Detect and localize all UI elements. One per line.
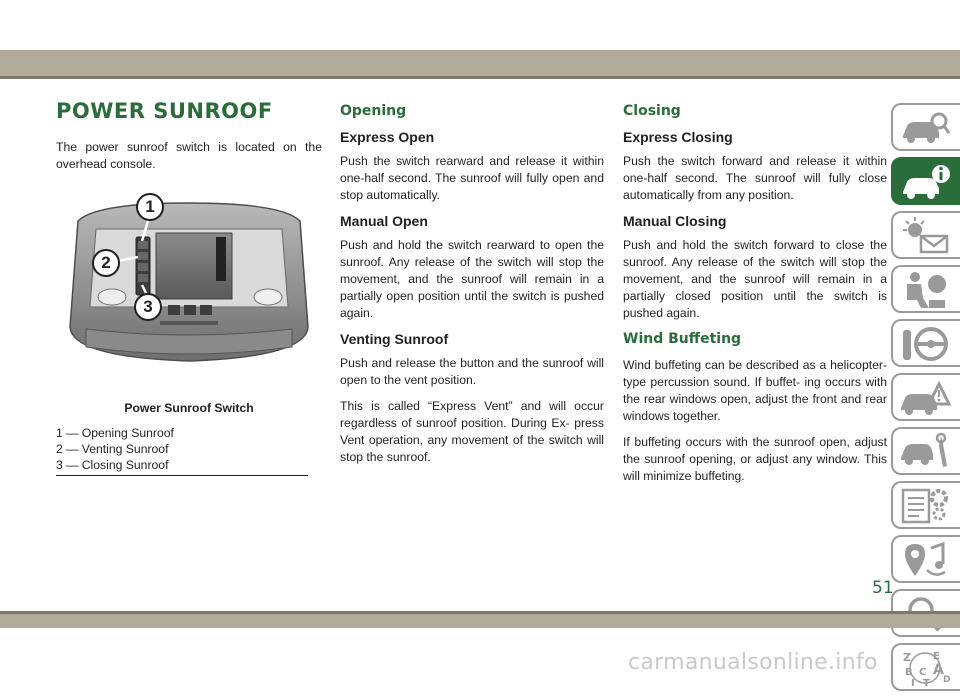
specifications-icon xyxy=(899,486,951,526)
header-band xyxy=(0,50,960,76)
subsection-title-manual-closing: Manual Closing xyxy=(623,213,727,229)
tab-getting-to-know-features[interactable] xyxy=(891,157,960,205)
tab-getting-to-know-vehicle[interactable] xyxy=(891,103,960,151)
subsection-title-express-closing: Express Closing xyxy=(623,129,733,145)
venting-text-2: This is called “Express Vent” and will occur regardless of sunroof position. During Ex- press Vent operation, any movement of the switch will stop the sunroof. xyxy=(340,399,604,464)
multimedia-icon xyxy=(899,540,951,580)
tab-in-case-of-emergency[interactable] xyxy=(891,373,960,421)
car-emergency-icon xyxy=(899,378,951,418)
header-rule xyxy=(0,76,960,79)
callout-2: 2 xyxy=(92,249,120,277)
seat-airbag-safety-icon xyxy=(899,270,951,310)
tab-instrument-panel[interactable] xyxy=(891,211,960,259)
express-open-text: Push the switch rearward and release it within one-half second. The sunroof will fully open and stop automatically. xyxy=(340,154,604,202)
wind-buffeting-text-1: Wind buffeting can be described as a helicopter-type percussion sound. If buffet- ing occurs with the rear windows open, adjust the front and rear windows together. xyxy=(623,358,887,423)
intro-text: The power sunroof switch is located on the overhead console. xyxy=(56,140,322,171)
warning-lights-message-icon xyxy=(899,216,951,256)
callout-1: 1 xyxy=(136,193,164,221)
legend-item: 1 — Opening Sunroof xyxy=(56,426,174,440)
tab-starting-operating[interactable] xyxy=(891,319,960,367)
tab-safety[interactable] xyxy=(891,265,960,313)
left-column xyxy=(56,96,322,476)
figure-legend xyxy=(56,425,308,476)
tab-index[interactable] xyxy=(891,643,960,691)
car-info-icon xyxy=(899,162,951,202)
sunroof-switch-figure xyxy=(56,189,322,389)
overhead-console-illustration xyxy=(56,189,322,389)
manual-closing-text: Push and hold the switch forward to close the sunroof. Any release of the switch will stop the movement, and the sunroof will remain in a partially closed position until the switch is pushed again. xyxy=(623,238,887,320)
section-title-closing: Closing xyxy=(623,103,681,119)
index-glyph: I xyxy=(911,678,915,689)
watermark: carmanualsonline.info xyxy=(628,650,878,675)
legend-item: 2 — Venting Sunroof xyxy=(56,442,169,456)
callout-3: 3 xyxy=(134,293,162,321)
manual-open-text: Push and hold the switch rearward to open the sunroof. Any release of the switch will stop the movement, and the sunroof will remain in a partially open position until the switch is pushed again. xyxy=(340,238,604,320)
car-maintenance-icon xyxy=(899,432,951,472)
subsection-title-manual-open: Manual Open xyxy=(340,213,428,229)
index-glyph: E xyxy=(933,651,940,662)
tab-multimedia[interactable] xyxy=(891,535,960,583)
middle-column xyxy=(340,96,604,475)
footer-band xyxy=(0,614,960,628)
figure-caption: Power Sunroof Switch xyxy=(124,401,254,415)
legend-item: 3 — Closing Sunroof xyxy=(56,458,169,472)
tab-technical-specifications[interactable] xyxy=(891,481,960,529)
steering-wheel-starting-icon xyxy=(899,324,951,364)
page-title: POWER SUNROOF xyxy=(56,99,273,123)
subsection-title-express-open: Express Open xyxy=(340,129,435,145)
page-number: 51 xyxy=(872,578,894,598)
venting-text-1: Push and release the button and the sunroof will open to the vent position. xyxy=(340,356,604,387)
index-glyph: A xyxy=(933,662,944,678)
subsection-title-venting: Venting Sunroof xyxy=(340,331,449,347)
index-glyph: T xyxy=(923,678,930,689)
index-glyph: Z xyxy=(903,651,911,664)
section-title-opening: Opening xyxy=(340,103,407,119)
wind-buffeting-text-2: If buffeting occurs with the sunroof open, adjust the sunroof opening, or adjust any window. This will minimize buffeting. xyxy=(623,435,887,483)
chapter-tabs xyxy=(891,103,960,697)
index-glyph: B xyxy=(905,667,913,678)
index-glyph: C xyxy=(919,667,927,678)
section-title-wind-buffeting: Wind Buffeting xyxy=(623,331,742,347)
index-a-z-icon xyxy=(899,648,951,688)
right-column xyxy=(623,96,887,494)
tab-servicing-maintenance[interactable] xyxy=(891,427,960,475)
car-search-icon xyxy=(899,108,951,148)
express-closing-text: Push the switch forward and release it within one-half second. The sunroof will fully close automatically from any position. xyxy=(623,154,887,202)
index-glyph: D xyxy=(943,675,951,685)
